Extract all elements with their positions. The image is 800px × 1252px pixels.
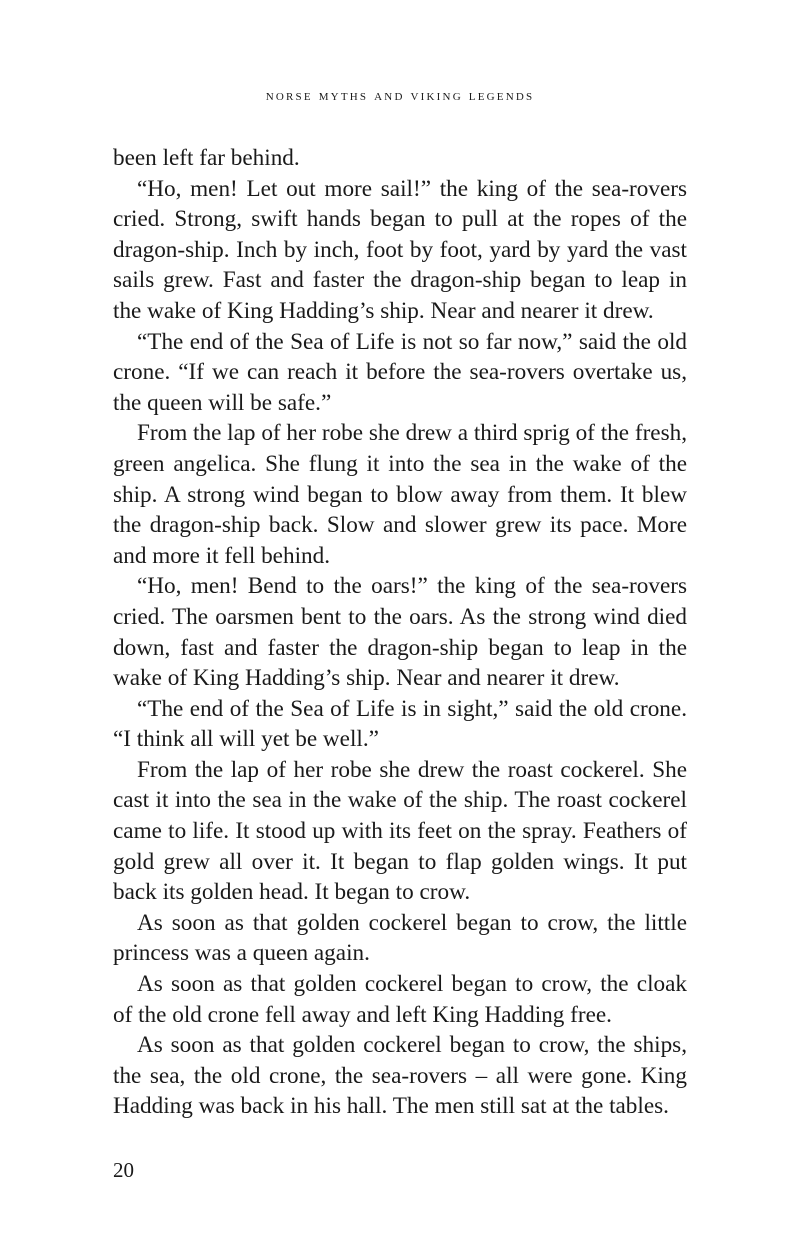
paragraph: “Ho, men! Bend to the oars!” the king of the sea-rovers cried. The oarsmen bent to the oars. As the strong wind died down, fast and faster the dragon-ship began to leap in the wake of King Hadding’s ship. Near and nearer it drew. xyxy=(113,573,687,692)
paragraph-continued: been left far behind. xyxy=(113,145,300,171)
running-head: norse myths and viking legends xyxy=(265,88,535,104)
paragraph: “The end of the Sea of Life is not so far now,” said the old crone. “If we can reach it before the sea-rovers overtake us, the queen will be safe.” xyxy=(113,328,687,416)
page-number: 20 xyxy=(113,1158,134,1182)
paragraph: As soon as that golden cockerel began to crow, the cloak of the old crone fell away and left King Hadding free. xyxy=(113,971,687,1028)
paragraph: As soon as that golden cockerel began to crow, the little princess was a queen again. xyxy=(113,909,687,967)
paragraph: “Ho, men! Let out more sail!” the king of the sea-rovers cried. Strong, swift hands began to pull at the ropes of the dragon-ship. Inch by inch, foot by foot, yard by yard the vast sails grew. Fast and faster the dragon-ship began to leap in the wake of King Hadding’s ship. Near and nearer it drew. xyxy=(113,175,687,324)
paragraph: As soon as that golden cockerel began to crow, the ships, the sea, the old crone, the sea-rovers – all were gone. King Hadding was back in his hall. The men still sat at the tables. xyxy=(113,1032,687,1120)
paragraph: From the lap of her robe she drew a third sprig of the fresh, green angelica. She flung it into the sea in the wake of the ship. A strong wind began to blow away from them. It blew the dragon-ship back. Slow and slower grew its pace. More and more it fell behind. xyxy=(113,420,687,569)
paragraph: “The end of the Sea of Life is in sight,” said the old crone. “I think all will yet be well.” xyxy=(113,695,687,753)
body-text xyxy=(113,143,687,1122)
paragraph: From the lap of her robe she drew the roast cockerel. She cast it into the sea in the wake of the ship. The roast cockerel came to life. It stood up with its feet on the spray. Feathers of gold grew all over it. It began to flap golden wings. It put back its golden head. It began to crow. xyxy=(113,756,687,906)
